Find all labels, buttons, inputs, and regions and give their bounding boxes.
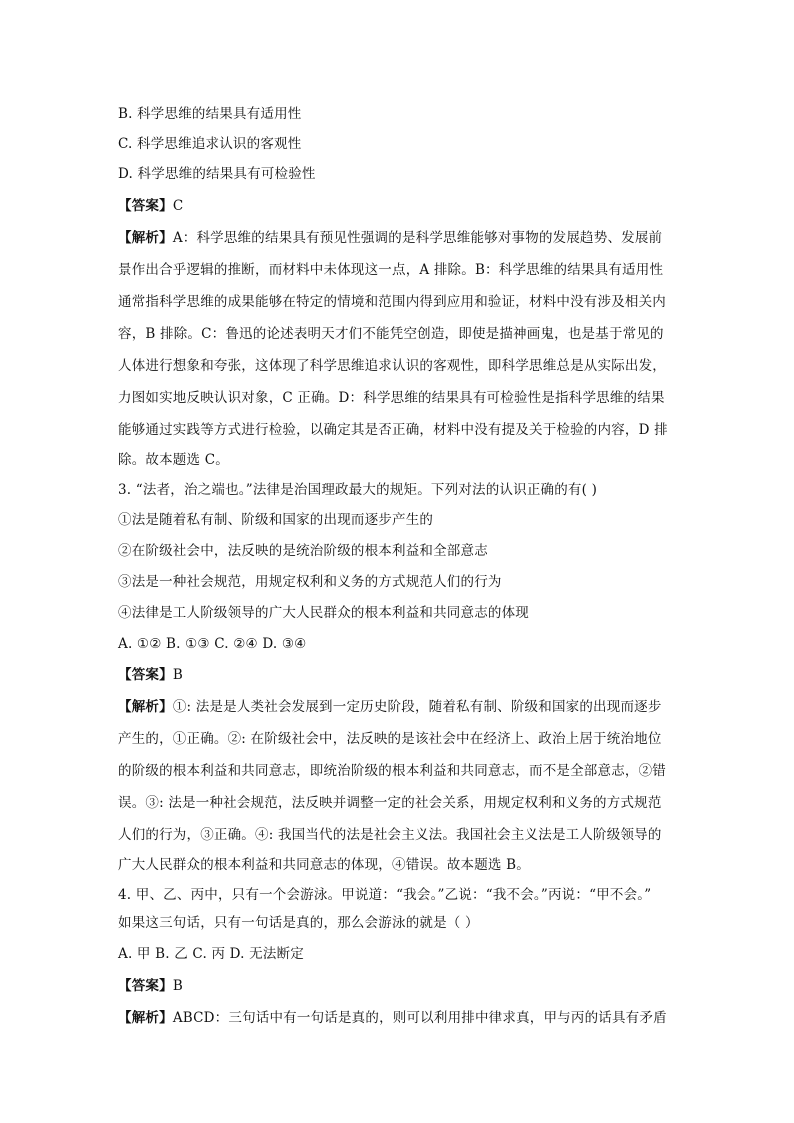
analysis-line: 的阶级的根本利益和共同意志，即统治阶级的根本利益和共同意志，而不是全部意志，②错 [118,763,666,779]
analysis-line: 力图如实地反映认识对象，C 正确。D：科学思维的结果具有可检验性是指科学思维的结果 [118,390,665,406]
question-4-stem: 4. 甲、乙、丙中，只有一个会游泳。甲说道：“我会。”乙说：“我不会。”丙说：“甲不会。” [118,887,652,903]
answer-value: B [172,978,183,994]
analysis-line: 通常指科学思维的成果能够在特定的情境和范围内得到应用和验证，材料中没有涉及相关内 [118,294,666,310]
answer-tag: 【答案】 [118,667,173,683]
answer-tag: 【答案】 [118,198,173,214]
analysis-line [118,228,688,248]
option-d-line: D. 科学思维的结果具有可检验性 [118,166,316,182]
answer-line-q4 [118,976,688,996]
answer-tag: 【答案】 [118,978,173,994]
analysis-line: 广大人民群众的根本利益和共同意志的体现，④错误。故本题选 B。 [118,857,530,873]
analysis-tag: 【解析】 [118,230,173,246]
option-c-line: C. 科学思维追求认识的客观性 [118,136,302,152]
analysis-line [118,697,688,717]
answer-value: C [172,198,184,214]
analysis-line: 除。故本题选 C。 [118,452,229,468]
analysis-line: 人们的行为，③正确。④: 我国当代的法是社会主义法。我国社会主义法是工人阶级领导的 [118,827,662,843]
analysis-text: ABCD：三句话中有一句话是真的，则可以利用排中律求真，甲与丙的话具有矛盾 [172,1010,667,1026]
statement-line: ②在阶级社会中，法反映的是统治阶级的根本利益和全部意志 [118,543,488,559]
analysis-line [118,1008,688,1028]
analysis-line: 容，B 排除。C：鲁迅的论述表明天才们不能凭空创造，即使是描神画鬼，也是基于常见的 [118,326,664,342]
statement-line: ④法律是工人阶级领导的广大人民群众的根本利益和共同意志的体现 [118,605,529,621]
analysis-line: 人体进行想象和夸张，这体现了科学思维追求认识的客观性，即科学思维总是从实际出发， [118,358,666,374]
analysis-line: 能够通过实践等方式进行检验，以确定其是否正确，材料中没有提及关于检验的内容，D 排 [118,422,668,438]
question-4-stem: 如果这三句话，只有一句话是真的，那么会游泳的就是（ ） [118,915,479,931]
analysis-text: A：科学思维的结果具有预见性强调的是科学思维能够对事物的发展趋势、发展前 [172,230,663,246]
answer-line-q2 [118,196,688,216]
question-3-options: A. ①② B. ①③ C. ②④ D. ③④ [118,636,307,652]
analysis-line: 误。③: 法是一种社会规范，法反映并调整一定的社会关系，用规定权利和义务的方式规范 [118,795,662,811]
analysis-tag: 【解析】 [118,1010,173,1026]
analysis-text: ①: 法是是人类社会发展到一定历史阶段，随着私有制、阶级和国家的出现而逐步 [172,699,662,715]
answer-line-q3 [118,665,688,685]
analysis-line: 产生的，①正确。②: 在阶级社会中，法反映的是该社会中在经济上、政治上居于统治地位 [118,731,662,747]
analysis-line: 景作出合乎逻辑的推断，而材料中未体现这一点，A 排除。B：科学思维的结果具有适用性 [118,262,664,278]
option-b-line: B. 科学思维的结果具有适用性 [118,106,302,122]
question-3-stem: 3. “法者，治之端也。”法律是治国理政最大的规矩。下列对法的认识正确的有( ) [118,482,598,498]
statement-line: ①法是随着私有制、阶级和国家的出现而逐步产生的 [118,512,434,528]
statement-line: ③法是一种社会规范，用规定权利和义务的方式规范人们的行为 [118,574,502,590]
analysis-tag: 【解析】 [118,699,173,715]
answer-value: B [172,667,183,683]
question-4-options: A. 甲 B. 乙 C. 丙 D. 无法断定 [118,946,304,962]
